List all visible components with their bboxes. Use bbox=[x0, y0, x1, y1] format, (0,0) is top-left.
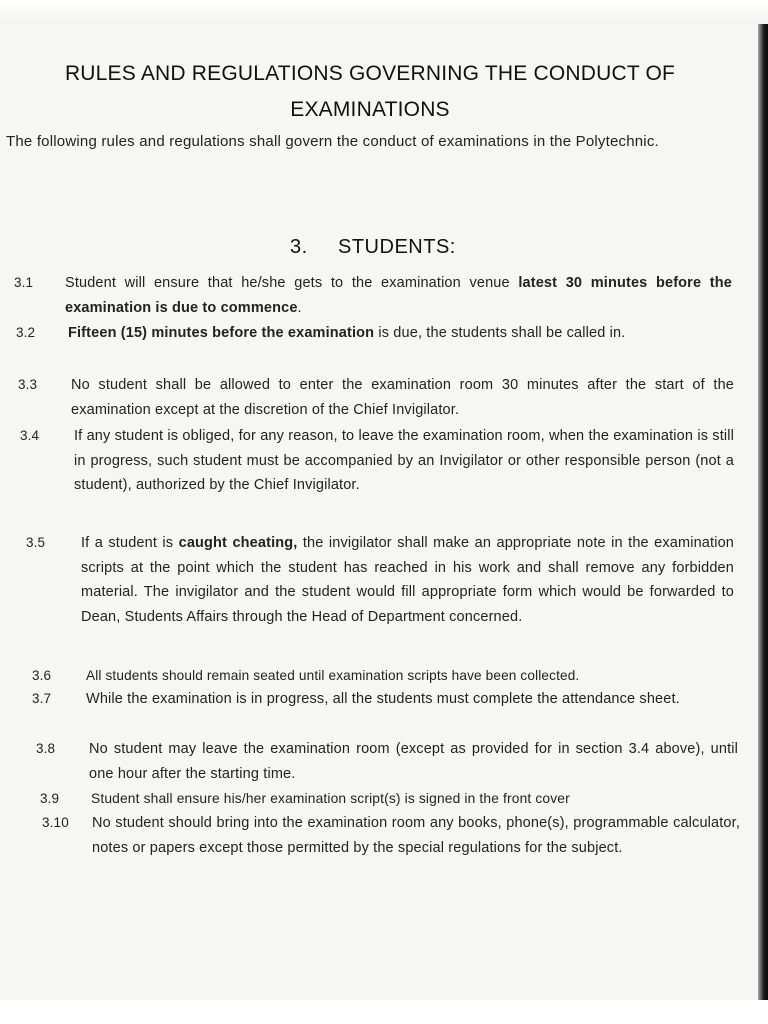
rule-text-part: the invigilator shall make an appropriate note in the examination scripts at the point which the student has reached in his work and shall remove any forbidden material. The invigilator and the student would fill appropriate form which would be forwarded to Dean, Students Affairs through the Head of Department concerned. bbox=[81, 535, 734, 625]
page-edge-shadow bbox=[758, 24, 768, 1000]
rule-text bbox=[81, 531, 734, 629]
rule-item bbox=[42, 811, 740, 860]
rule-text: No student should bring into the examination room any books, phone(s), programmable calculator, notes or papers except those permitted by the special regulations for the subject. bbox=[92, 815, 740, 856]
scan-bottom-margin bbox=[0, 1000, 768, 1024]
document-title-line-2: EXAMINATIONS bbox=[290, 98, 450, 121]
rule-text-part: Student will ensure that he/she gets to the examination venue bbox=[65, 275, 519, 291]
rule-text: No student may leave the examination room (except as provided for in section 3.4 above), until one hour after the starting time. bbox=[89, 741, 738, 782]
intro-paragraph: The following rules and regulations shall govern the conduct of examinations in the Polytechnic. bbox=[6, 133, 659, 150]
rule-item bbox=[20, 424, 734, 498]
rule-text: Student shall ensure his/her examination script(s) is signed in the front cover bbox=[91, 791, 570, 806]
rule-text-part: is due, the students shall be called in. bbox=[374, 325, 626, 341]
section-title: STUDENTS: bbox=[338, 236, 456, 258]
rule-text: All students should remain seated until examination scripts have been collected. bbox=[86, 668, 580, 683]
rule-number: 3.4 bbox=[20, 428, 40, 443]
rule-text-emphasis: caught cheating, bbox=[178, 535, 298, 551]
rule-number: 3.10 bbox=[42, 815, 69, 830]
rule-number: 3.9 bbox=[40, 791, 60, 806]
rule-number: 3.3 bbox=[18, 377, 38, 392]
rule-text-emphasis: Fifteen (15) minutes before the examination bbox=[68, 325, 375, 341]
rule-text: If any student is obliged, for any reason, to leave the examination room, when the examination is still in progress, such student must be accompanied by an Invigilator or other responsible person (not a student), authorized by the Chief Invigilator. bbox=[74, 428, 734, 493]
rule-number: 3.7 bbox=[32, 691, 52, 706]
rule-text bbox=[65, 271, 732, 320]
rule-item bbox=[32, 687, 738, 712]
rule-item bbox=[40, 787, 740, 812]
rule-number: 3.6 bbox=[32, 668, 52, 683]
rule-item bbox=[16, 321, 732, 346]
rule-item bbox=[36, 737, 738, 786]
rule-number: 3.2 bbox=[16, 325, 36, 340]
rule-text-emphasis: latest 30 minutes before the examination is due to commence bbox=[65, 275, 732, 316]
rule-item bbox=[26, 531, 734, 629]
document-title-line-1: RULES AND REGULATIONS GOVERNING THE CONDUCT OF bbox=[64, 62, 676, 85]
rule-number: 3.1 bbox=[14, 275, 34, 290]
rule-text-part: If a student is bbox=[81, 535, 179, 551]
scan-top-margin bbox=[0, 0, 768, 26]
section-number: 3. bbox=[290, 236, 308, 258]
rule-item bbox=[14, 271, 732, 320]
rule-text bbox=[68, 321, 732, 346]
rule-item bbox=[32, 664, 738, 689]
rule-text: While the examination is in progress, all the students must complete the attendance sheet. bbox=[86, 691, 680, 707]
rule-item bbox=[18, 373, 734, 422]
rule-number: 3.8 bbox=[36, 741, 56, 756]
rule-text-part: . bbox=[297, 299, 302, 316]
section-heading bbox=[290, 236, 456, 259]
rule-number: 3.5 bbox=[26, 535, 46, 550]
rule-text: No student shall be allowed to enter the examination room 30 minutes after the start of the examination except at the discretion of the Chief Invigilator. bbox=[71, 377, 734, 418]
